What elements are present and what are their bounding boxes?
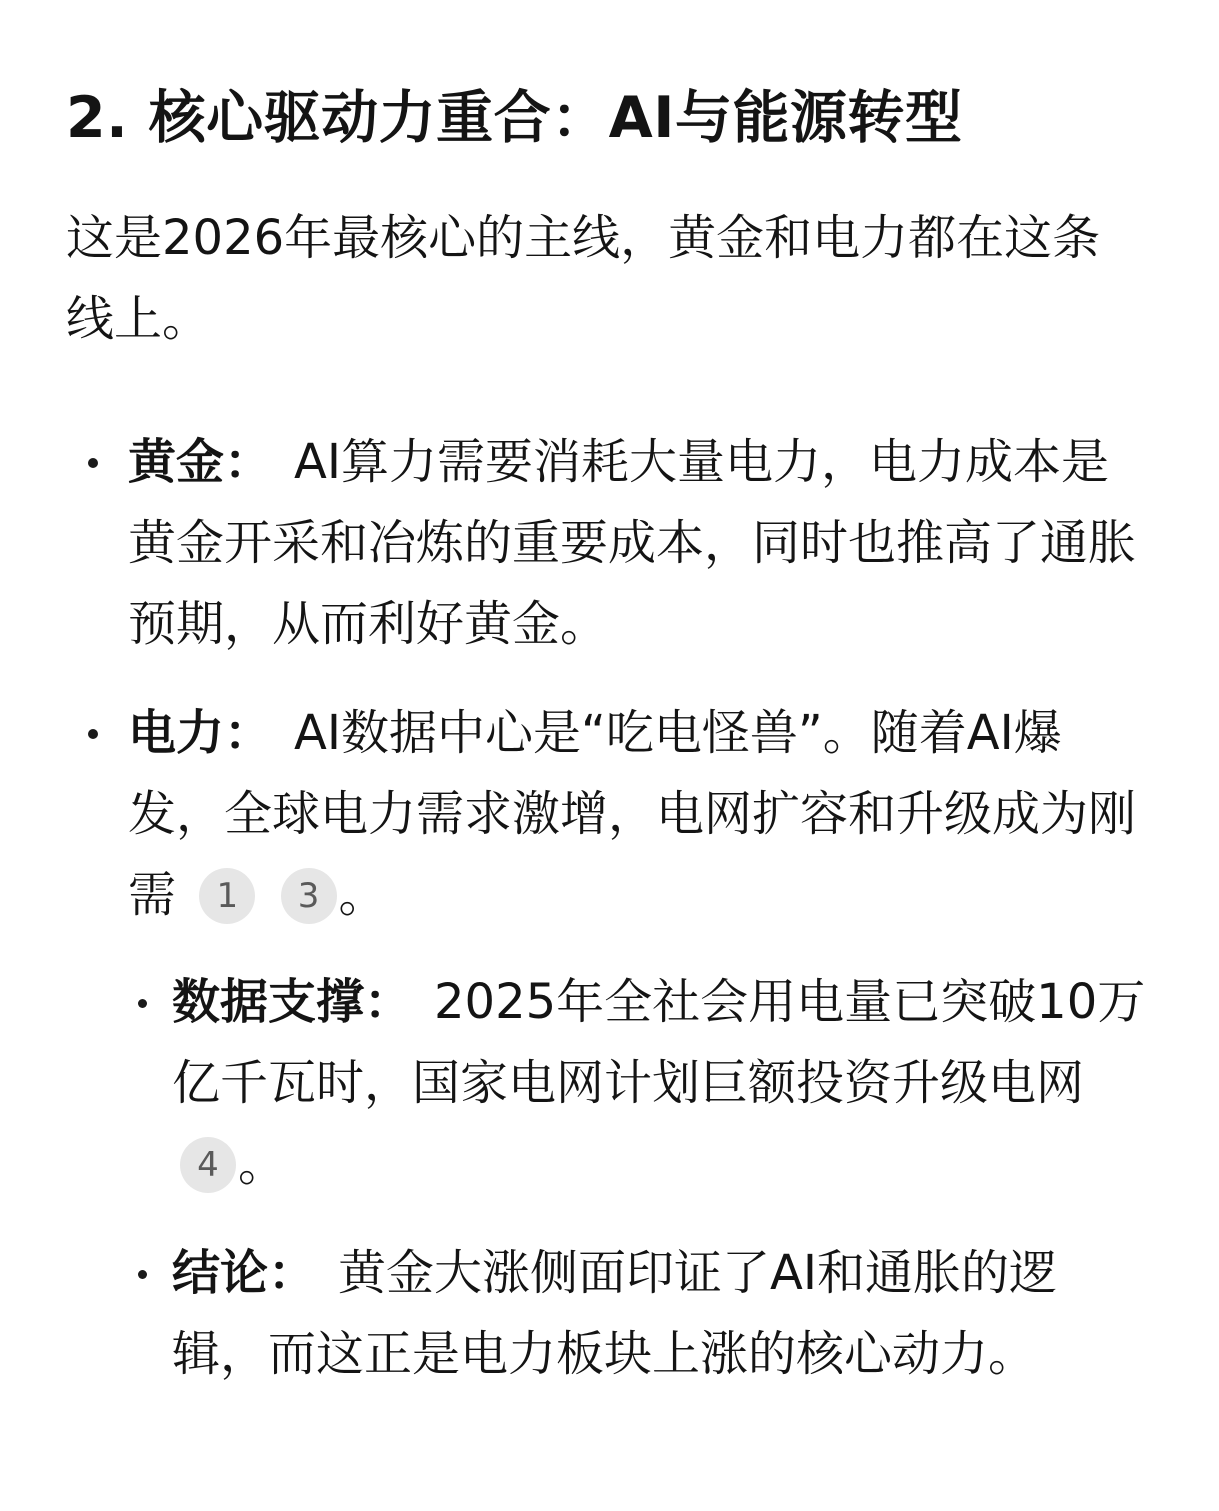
list-item-text: AI算力需要消耗大量电力，电力成本是黄金开采和冶炼的重要成本，同时也推高了通胀预期，从而利好黄金。 xyxy=(128,434,1137,652)
sub-list-item-data-support xyxy=(128,962,1149,1205)
sub-list-item-term: 结论： xyxy=(172,1245,317,1301)
sub-list-item-text: 黄金大涨侧面印证了AI和通胀的逻辑，而这正是电力板块上涨的核心动力。 xyxy=(172,1245,1058,1382)
sub-list-item-conclusion xyxy=(128,1233,1149,1395)
citation-badge[interactable]: 1 xyxy=(199,868,255,924)
list-item-term: 黄金： xyxy=(128,434,273,490)
bullet-list xyxy=(66,422,1149,1395)
citation-badge[interactable]: 4 xyxy=(180,1137,236,1193)
section-heading: 2. 核心驱动力重合：AI与能源转型 xyxy=(66,85,963,151)
list-item-power xyxy=(66,693,1149,1395)
list-item-tail: 。 xyxy=(338,867,387,923)
list-item-gold xyxy=(66,422,1149,665)
list-item-text: AI数据中心是“吃电怪兽”。随着AI爆发，全球电力需求激增，电网扩容和升级成为刚需 xyxy=(128,705,1137,923)
list-item-term: 电力： xyxy=(128,705,273,761)
sub-list-item-term: 数据支撑： xyxy=(172,974,413,1030)
intro-paragraph: 这是2026年最核心的主线，黄金和电力都在这条线上。 xyxy=(66,210,1101,347)
sub-list-item-tail: 。 xyxy=(238,1136,287,1192)
citation-badge[interactable]: 3 xyxy=(281,868,337,924)
sub-list-item-text: 2025年全社会用电量已突破10万亿千瓦时，国家电网计划巨额投资升级电网 xyxy=(172,974,1146,1111)
sub-bullet-list xyxy=(128,962,1149,1395)
